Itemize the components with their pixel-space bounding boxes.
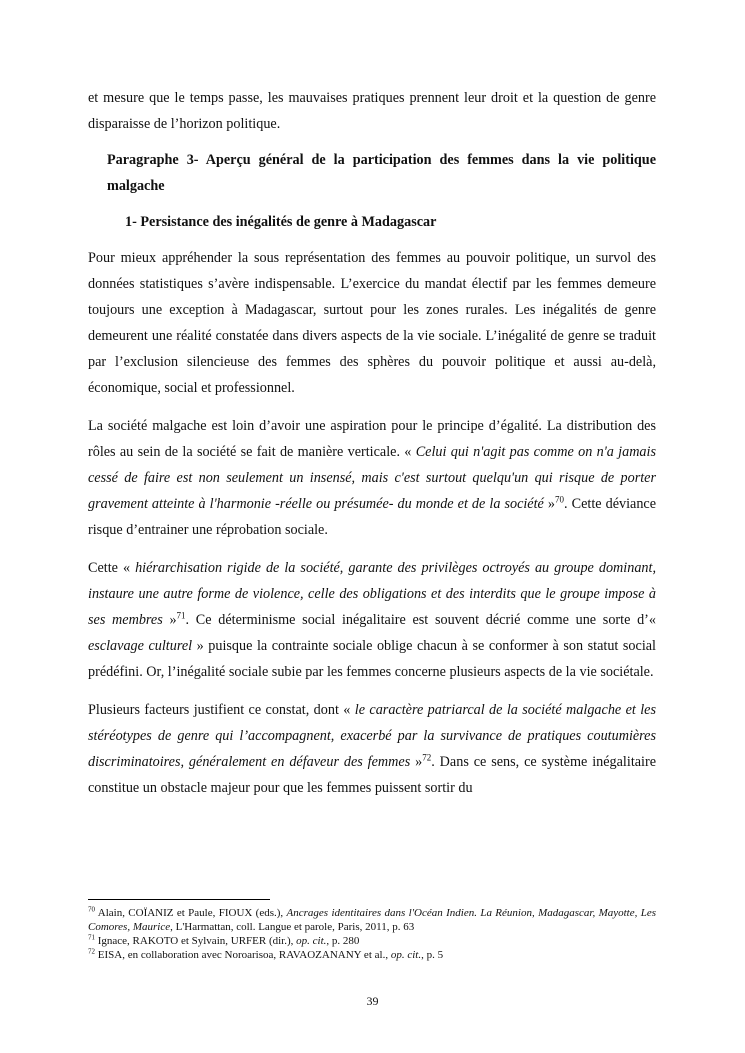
footnote-ref-72[interactable]: 72 <box>422 752 432 763</box>
footnote-70: $^{70}$ Alain, COÏANIZ et Paule, FIOUX (eds.), Ancrages identitaires dans l'Océan Indien. La Réunion, Madagascar, Mayotte, Les Comores, Maurice, L'Harmattan, coll. Langue et parole, Paris, 2011, p. 63 <box>88 905 656 933</box>
paragraph-heading: Paragraphe 3- Aperçu général de la participation des femmes dans la vie politique malgache <box>107 152 656 194</box>
footnote-ref-71[interactable]: 71 <box>176 610 186 621</box>
continuation-paragraph: et mesure que le temps passe, les mauvaises pratiques prennent leur droit et la question de genre disparaisse de l’horizon politique. <box>88 90 656 132</box>
quote-70: Celui qui n'agit pas comme on n'a jamais cessé de faire est non seulement un insensé, mais c'est surtout quelqu'un qui risque de porter gravement atteinte à l'harmonie -réelle ou présumée- du monde et de la société <box>88 444 656 512</box>
section-heading: 1- Persistance des inégalités de genre à Madagascar <box>125 214 437 230</box>
quote-72: le caractère patriarcal de la société malgache et les stéréotypes de genre qui l’accompagnent, exacerbé par la survivance de pratiques coutumières discriminatoires, généralement en défaveur des femmes <box>88 702 656 770</box>
paragraph-3: Cette « hiérarchisation rigide de la société, garante des privilèges octroyés au groupe dominant, instaure une autre forme de violence, celle des obligations et des interdits que le groupe impose à ses membres »$^{71}$. Ce déterminisme social inégalitaire est souvent décrié comme une sorte d’« esclavage culturel » puisque la contrainte sociale oblige chacun à se conformer à son statut social prédéfini. Or, l’inégalité sociale subie par les femmes concerne plusieurs aspects de la vie sociétale. <box>88 560 656 680</box>
quote-esclavage: esclavage culturel <box>88 638 193 654</box>
footnotes <box>88 906 656 962</box>
footnote-72: $^{72}$ EISA, en collaboration avec Noroarisoa, RAVAOZANANY et al., op. cit., p. 5 <box>88 947 444 961</box>
page-body <box>88 85 656 813</box>
footnote-ref-70[interactable]: 70 <box>555 494 565 505</box>
paragraph-1: Pour mieux appréhender la sous représentation des femmes au pouvoir politique, un survol des données statistiques s’avère indispensable. L’exercice du mandat électif par les femmes demeure toujours une exception à Madagascar, surtout pour les zones rurales. Les inégalités de genre demeurent une réalité constatée dans divers aspects de la vie sociale. L’inégalité de genre se traduit par l’exclusion silencieuse des femmes des sphères du pouvoir politique et aussi au-delà, économique, social et professionnel. <box>88 250 656 396</box>
footnote-divider <box>88 899 270 900</box>
paragraph-2: La société malgache est loin d’avoir une aspiration pour le principe d’égalité. La distribution des rôles au sein de la société se fait de manière verticale. « Celui qui n'agit pas comme on n'a jamais cessé de faire est non seulement un insensé, mais c'est surtout quelqu'un qui risque de porter gravement atteinte à l'harmonie -réelle ou présumée- du monde et de la société »$^{70}$. Cette déviance risque d’entrainer une réprobation sociale. <box>88 418 657 538</box>
page-number: 39 <box>366 994 379 1008</box>
quote-71: hiérarchisation rigide de la société, garante des privilèges octroyés au groupe dominant, instaure une autre forme de violence, celle des obligations et des interdits que le groupe impose à ses membres <box>88 560 656 628</box>
paragraph-4: Plusieurs facteurs justifient ce constat, dont « le caractère patriarcal de la société malgache et les stéréotypes de genre qui l’accompagnent, exacerbé par la survivance de pratiques coutumières discriminatoires, généralement en défaveur des femmes »$^{72}$. Dans ce sens, ce système inégalitaire constitue un obstacle majeur pour que les femmes puissent sortir du <box>88 702 657 796</box>
footnote-71: $^{71}$ Ignace, RAKOTO et Sylvain, URFER (dir.), op. cit., p. 280 <box>88 933 360 947</box>
